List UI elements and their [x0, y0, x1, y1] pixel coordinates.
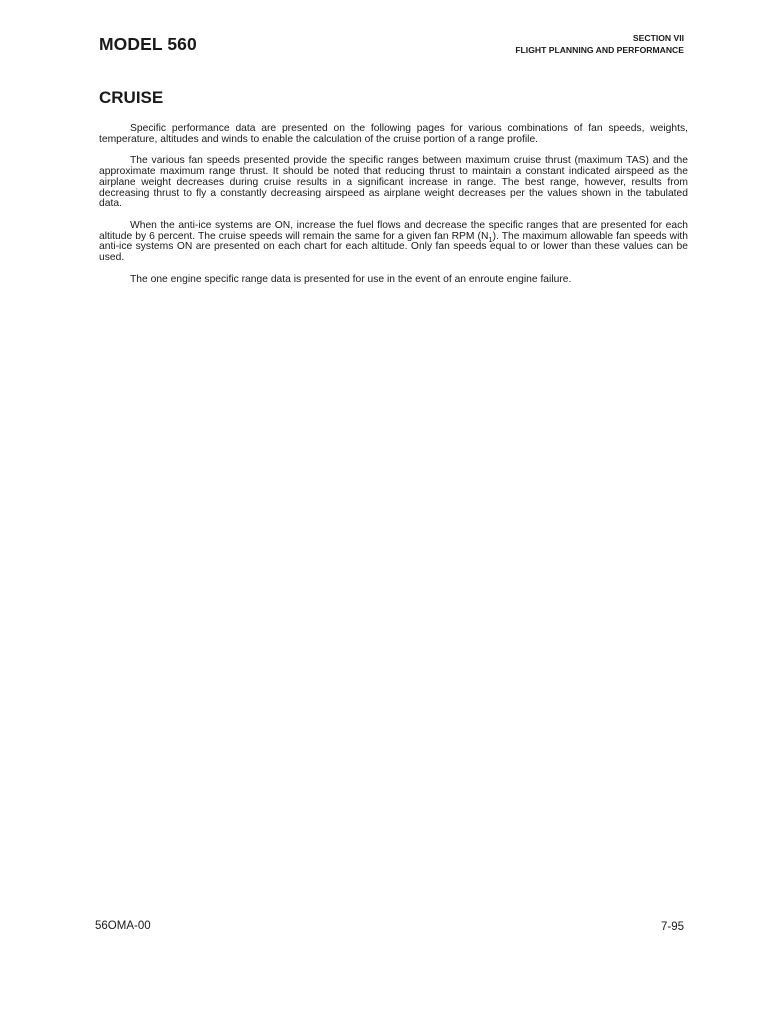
paragraph-1: Specific performance data are presented on the following pages for various combinations of fan speeds, weights, temperature, altitudes and winds to enable the calculation of the cruise portion of a range profile. — [99, 123, 688, 145]
cruise-heading: CRUISE — [99, 88, 164, 107]
page-number: 7-95 — [660, 921, 684, 933]
paragraph-3 — [99, 221, 688, 264]
section-title: FLIGHT PLANNING AND PERFORMANCE — [515, 45, 684, 55]
body-text — [99, 124, 688, 296]
n1-subscript: 1 — [488, 234, 493, 244]
paragraph-3-part-1: When the anti-ice systems are ON, increase the fuel flows and decrease the specific ranges that are presented for each altitude by 6 percent. The cruise speeds will remain the same for a given fan RPM (N — [99, 219, 688, 242]
model-title: MODEL 560 — [99, 34, 197, 54]
paragraph-4: The one engine specific range data is presented for use in the event of an enroute engine failure. — [130, 273, 572, 285]
section-number: SECTION VII — [632, 33, 684, 43]
document-number: 56OMA-00 — [95, 920, 151, 932]
paragraph-2: The various fan speeds presented provide the specific ranges between maximum cruise thrust (maximum TAS) and the approximate maximum range thrust. It should be noted that reducing thrust to maintain a constant indicated airspeed as the airplane weight decreases during cruise results in a significant increase in range. The best range, however, results from decreasing thrust to fly a constantly decreasing airspeed as airplane weight decreases per the values shown in the tabulated data. — [99, 155, 688, 210]
paragraph-3-part-2: ). The maximum allowable fan speeds with anti-ice systems ON are presented on each chart for each altitude. Only fan speeds equal to or lower than these values can be used. — [99, 230, 688, 264]
section-header — [515, 32, 684, 56]
